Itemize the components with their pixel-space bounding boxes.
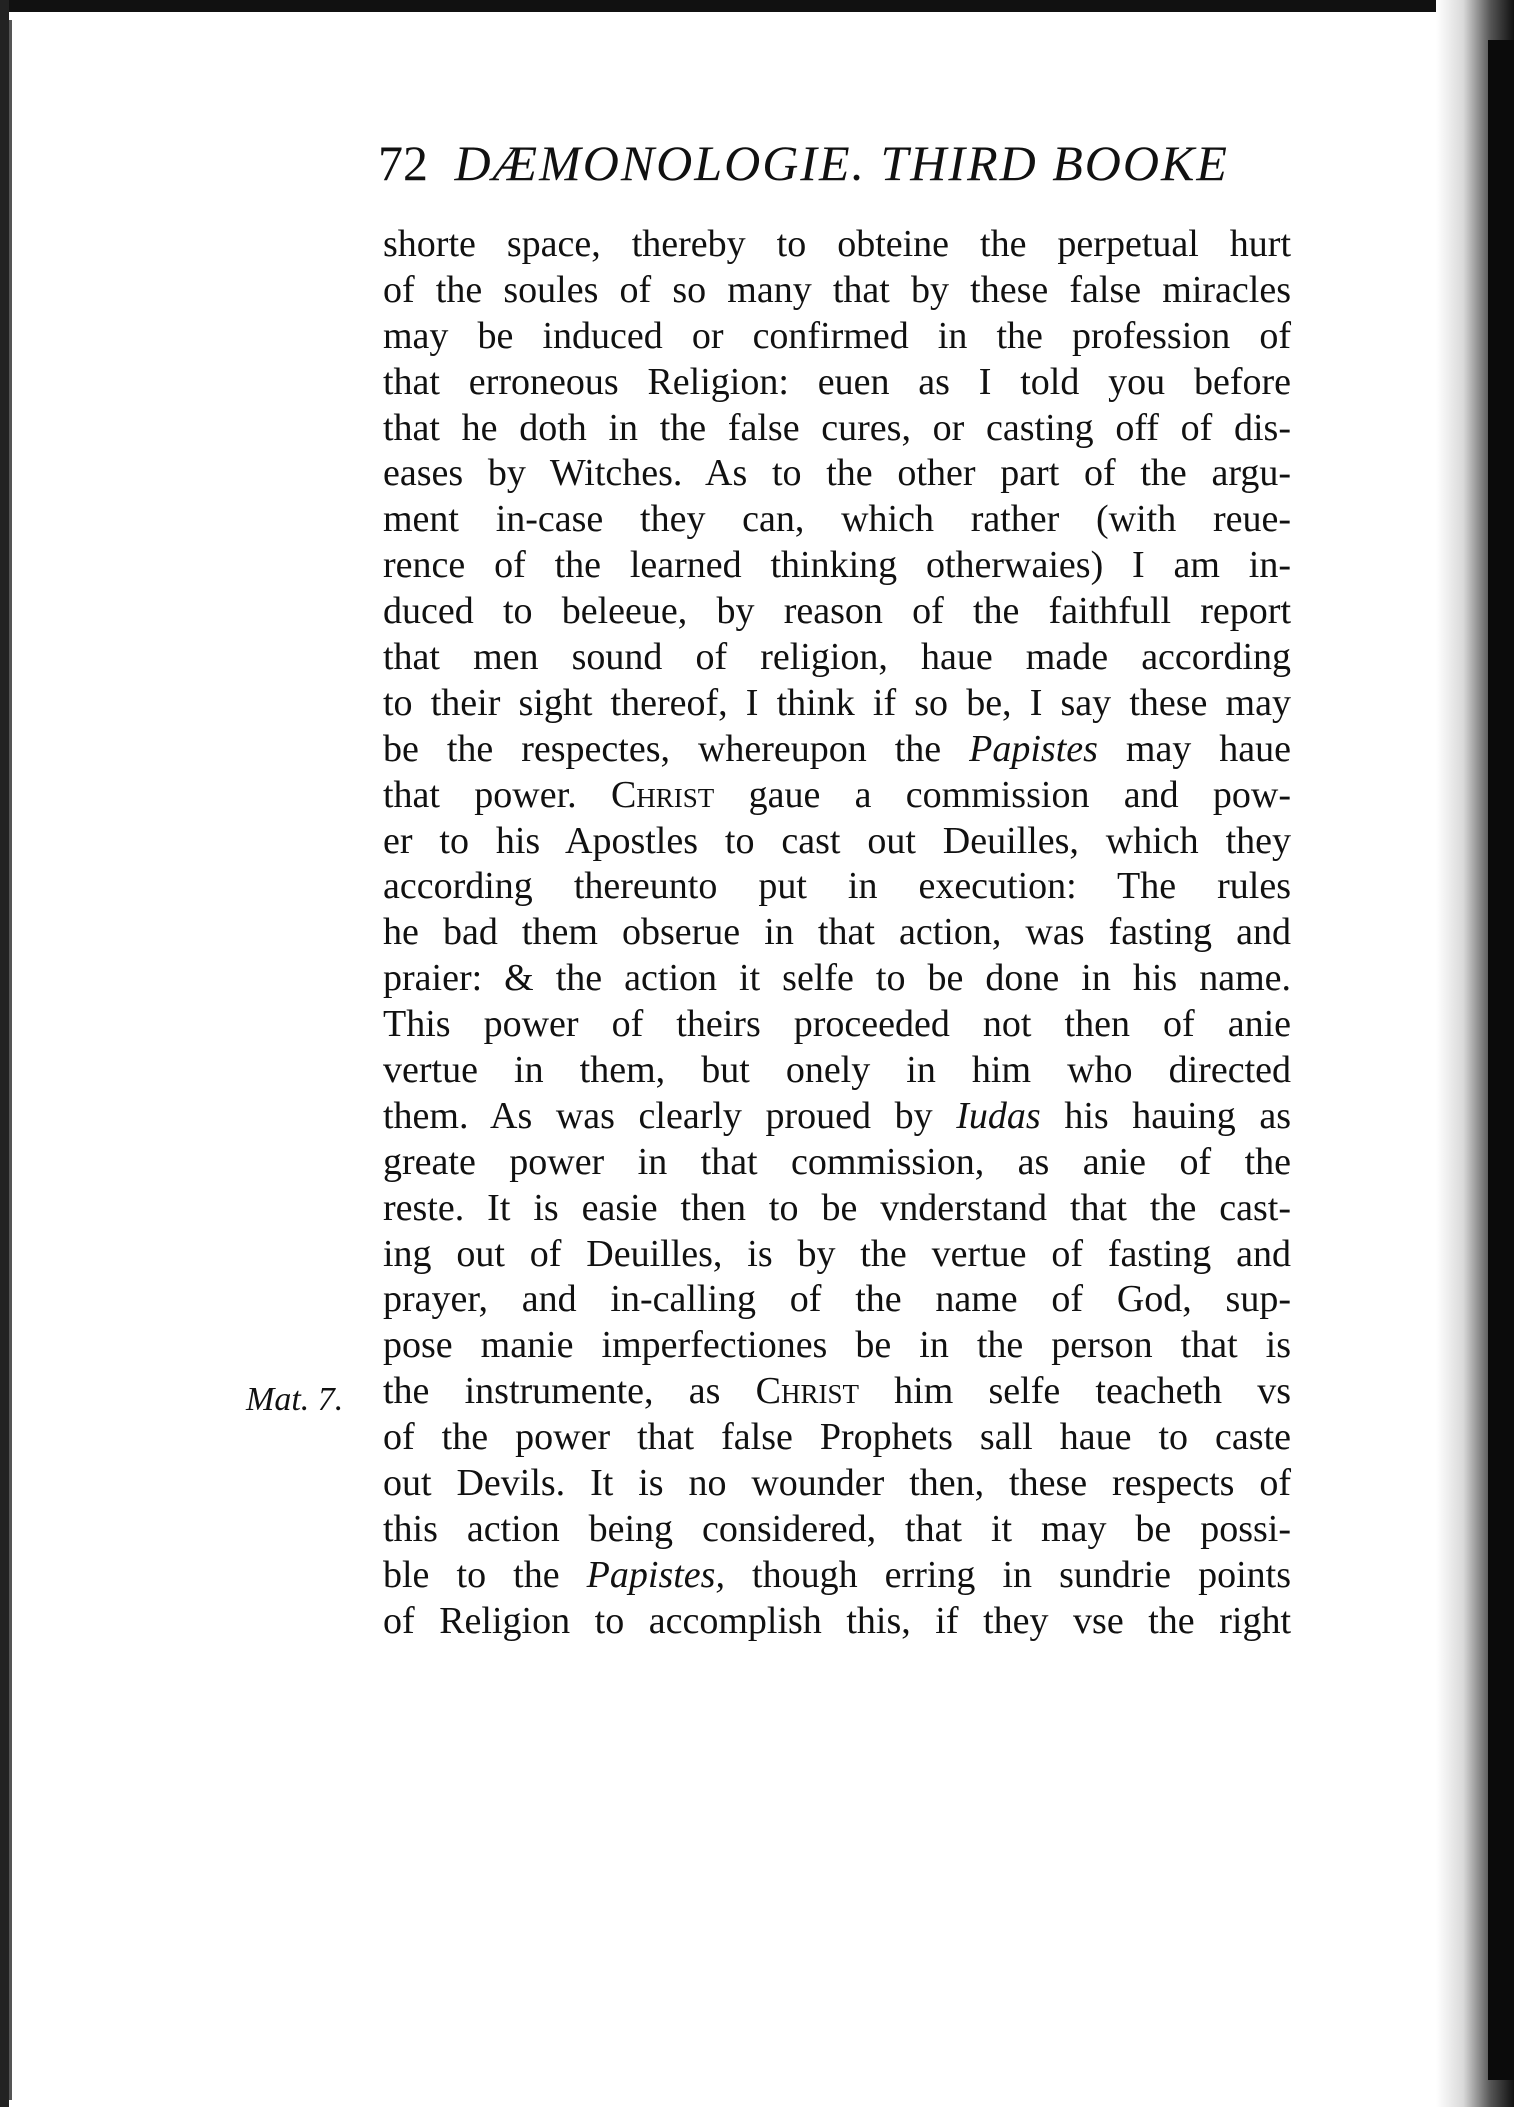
text-line: eases by Witches. As to the other part of the argu-	[383, 452, 1291, 495]
margin-note: Mat. 7.	[246, 1381, 344, 1418]
text-line: ing out of Deuilles, is by the vertue of fasting and	[383, 1232, 1291, 1275]
text-line: of the soules of so many that by these false miracles	[383, 268, 1291, 311]
text-line: vertue in them, but onely in him who directed	[383, 1049, 1291, 1092]
text-line: be the respectes, whereupon the Papistes may haue	[383, 727, 1292, 770]
text-line: er to his Apostles to cast out Deuilles, which they	[383, 819, 1291, 862]
text-line: of the power that false Prophets sall haue to caste	[383, 1416, 1291, 1459]
scan-right-border	[1488, 40, 1514, 2080]
text-line: pose manie imperfectiones be in the person that is	[383, 1324, 1291, 1367]
text-line: them. As was clearly proued by Iudas his hauing as	[383, 1094, 1291, 1137]
text-line: ment in-case they can, which rather (with reue-	[383, 498, 1291, 541]
text-line: this action being considered, that it may be possi-	[383, 1507, 1291, 1550]
body-text	[383, 222, 1291, 1645]
text-line: according thereunto put in execution: The rules	[383, 865, 1291, 908]
scan-top-border	[0, 0, 1514, 12]
text-line: the instrumente, as Christ him selfe teacheth vs	[383, 1370, 1292, 1413]
text-line: may be induced or confirmed in the profession of	[383, 314, 1291, 357]
text-line: that he doth in the false cures, or casting off of dis-	[383, 406, 1291, 449]
text-line: rence of the learned thinking otherwaies) I am in-	[383, 544, 1291, 587]
text-line: greate power in that commission, as anie of the	[383, 1140, 1291, 1183]
text-line: reste. It is easie then to be vnderstand that the cast-	[383, 1186, 1291, 1229]
text-line: prayer, and in-calling of the name of God, sup-	[383, 1278, 1291, 1321]
scan-left-shadow	[9, 20, 12, 2100]
text-line: ble to the Papistes, though erring in sundrie points	[383, 1553, 1291, 1596]
page-number: 72	[378, 135, 428, 191]
text-line: praier: & the action it selfe to be done in his name.	[383, 957, 1291, 1000]
text-line: that men sound of religion, haue made according	[383, 636, 1291, 679]
text-line: that erroneous Religion: euen as I told you before	[383, 360, 1291, 403]
text-line: to their sight thereof, I think if so be, I say these may	[383, 681, 1291, 724]
running-title: DÆMONOLOGIE. THIRD BOOKE	[454, 135, 1229, 191]
text-line: he bad them obserue in that action, was fasting and	[383, 911, 1291, 954]
text-line: that power. Christ gaue a commission and pow-	[383, 773, 1291, 816]
scan-left-border	[0, 0, 9, 2107]
running-head	[378, 135, 1229, 191]
text-line: shorte space, thereby to obteine the perpetual hurt	[383, 223, 1291, 265]
text-line: of Religion to accomplish this, if they vse the right	[383, 1599, 1291, 1642]
text-line: This power of theirs proceeded not then of anie	[383, 1003, 1291, 1046]
text-line: duced to beleeue, by reason of the faithfull report	[383, 590, 1291, 633]
text-line: out Devils. It is no wounder then, these respects of	[383, 1462, 1291, 1505]
